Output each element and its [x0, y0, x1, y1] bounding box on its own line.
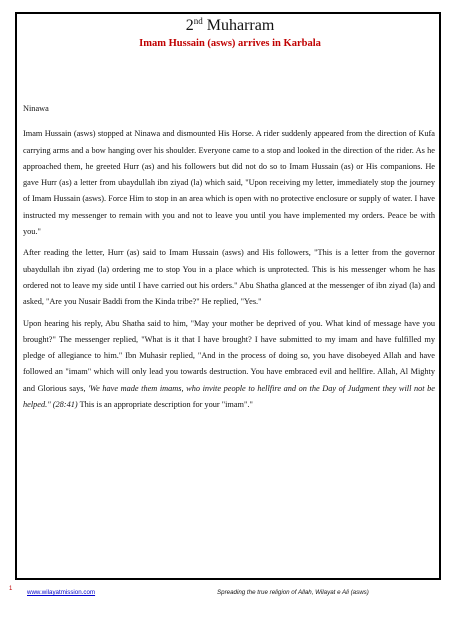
paragraph: After reading the letter, Hurr (as) said to Imam Hussain (asws) and His followers, "This is a letter from the governor ubaydullah ibn ziyad (la) ordering me to stop You in a place which is unprotected. This is his messenger whom he has ordered not to leave my side until I have carried out his orders." Abu Shatha glanced at the messenger of ibn ziyad (la) and asked, "Are you Nusair Baddi from the Kinda tribe?" He replied, "Yes."	[23, 248, 435, 307]
footer-tagline: Spreading the true religion of Allah, Wilayat e Ali (asws)	[217, 589, 369, 596]
section-heading: Ninawa	[23, 104, 49, 113]
page-title	[0, 17, 460, 35]
paragraph-text: Upon hearing his reply, Abu Shatha said to him, "May your mother be deprived of you. What kind of message have you brought?" The messenger replied, "What is it that I have brought? I have submitted to my imam and have fulfilled my pledge of allegiance to him." Ibn Muhasir replied, "And in the process of doing so, you have disobeyed Allah and have followed an "imam" which will only lead you towards destruction. You have embraced evil and hellfire. Allah, Al Mighty and Glorious says,	[23, 318, 435, 393]
title-ordinal: nd	[193, 16, 203, 26]
paragraph-last	[23, 316, 435, 414]
document-body	[23, 101, 435, 418]
title-day: 2	[185, 17, 194, 34]
page-footer	[0, 586, 460, 603]
quran-quote: 'We have made them imams, who invite people to hellfire and on the Day of Judgment they will not be helped." (28:41)	[23, 383, 435, 410]
page-subtitle: Imam Hussain (asws) arrives in Karbala	[139, 38, 321, 49]
page-number: 1	[9, 586, 13, 592]
title-month: Muharram	[202, 17, 275, 34]
paragraph: Imam Hussain (asws) stopped at Ninawa and dismounted His Horse. A rider suddenly appeared from the direction of Kufa carrying arms and a bow hanging over his shoulder. Everyone came to a stop and looked in the direction of the rider. As he approached them, he greeted Hurr (as) and his followers but did not do so to Imam Hussain (as) or His companions. He gave Hurr (as) a letter from ubaydullah ibn ziyad (la) which said, "Upon receiving my letter, immediately stop the journey of Imam Hussain (asws). Force Him to stop in an area which is open with no protective enclosure or supply of water. I have instructed my messenger to remain with you and not to leave you until you have implemented my orders. Peace be with you."	[23, 129, 435, 237]
paragraph-tail: This is an appropriate description for your "imam"."	[77, 400, 253, 410]
website-link[interactable]: www.wilayatmission.com	[27, 589, 96, 596]
